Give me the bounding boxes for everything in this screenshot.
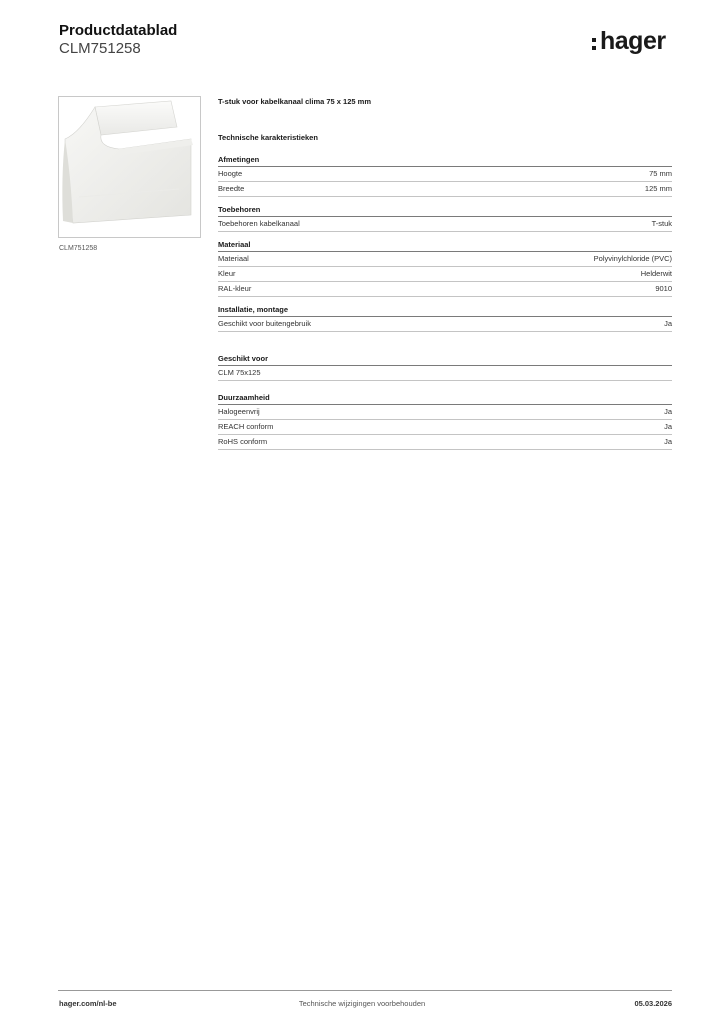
spec-label: Materiaal: [218, 254, 249, 263]
logo-text: hager: [600, 27, 666, 55]
spec-row: [218, 317, 672, 332]
spec-row: [218, 405, 672, 420]
hager-logo: [592, 27, 666, 56]
document-title: Productdatablad: [59, 22, 178, 39]
spec-row: [218, 282, 672, 297]
spec-row: [218, 167, 672, 182]
spec-value: Ja: [664, 407, 672, 416]
spec-label: Geschikt voor buitengebruik: [218, 319, 311, 328]
section-title: Toebehoren: [218, 205, 672, 217]
section-installatie: [218, 305, 672, 332]
product-image: [58, 96, 201, 238]
product-code: CLM751258: [59, 40, 141, 57]
footer-divider: [58, 990, 672, 991]
section-materiaal: [218, 240, 672, 297]
spec-value: Helderwit: [640, 269, 672, 278]
page-header: [59, 22, 177, 58]
spec-row: [218, 420, 672, 435]
section-duurzaamheid: [218, 393, 672, 450]
spec-content: [218, 96, 672, 458]
t-piece-image-icon: [59, 97, 200, 237]
spec-value: Ja: [664, 437, 672, 446]
spec-row: [218, 182, 672, 197]
section-toebehoren: [218, 205, 672, 232]
spec-label: RAL-kleur: [218, 284, 252, 293]
tech-heading: Technische karakteristieken: [218, 133, 318, 142]
spec-label: Halogeenvrij: [218, 407, 260, 416]
spec-label: Toebehoren kabelkanaal: [218, 219, 300, 228]
section-title: Installatie, montage: [218, 305, 672, 317]
product-title: T-stuk voor kabelkanaal clima 75 x 125 mm: [218, 97, 371, 106]
spec-value: Ja: [664, 319, 672, 328]
spec-value: T-stuk: [651, 219, 672, 228]
footer-date: 05.03.2026: [634, 999, 672, 1008]
section-geschikt-voor: [218, 354, 672, 381]
spec-value: Polyvinylchloride (PVC): [593, 254, 672, 263]
spec-row: [218, 435, 672, 450]
section-afmetingen: [218, 155, 672, 197]
spec-value: 125 mm: [644, 184, 672, 193]
spec-label: REACH conform: [218, 422, 274, 431]
spec-value: 9010: [655, 284, 672, 293]
spec-label: Hoogte: [218, 169, 243, 178]
image-caption: CLM751258: [59, 245, 98, 252]
section-title: Afmetingen: [218, 155, 672, 167]
spec-label: Kleur: [218, 269, 236, 278]
spec-value: Ja: [664, 422, 672, 431]
spec-row: [218, 252, 672, 267]
spec-label: RoHS conform: [218, 437, 268, 446]
footer-website-link[interactable]: hager.com/nl-be: [59, 999, 117, 1008]
spec-row: [218, 267, 672, 282]
section-title: Duurzaamheid: [218, 393, 672, 405]
spec-label: CLM 75x125: [218, 368, 261, 377]
spec-row: [218, 217, 672, 232]
spec-value: 75 mm: [649, 169, 672, 178]
spec-row: [218, 366, 672, 381]
section-title: Geschikt voor: [218, 354, 672, 366]
footer-notice: Technische wijzigingen voorbehouden: [298, 999, 426, 1008]
logo-colon-icon: [592, 34, 598, 50]
section-title: Materiaal: [218, 240, 672, 252]
spec-label: Breedte: [218, 184, 245, 193]
